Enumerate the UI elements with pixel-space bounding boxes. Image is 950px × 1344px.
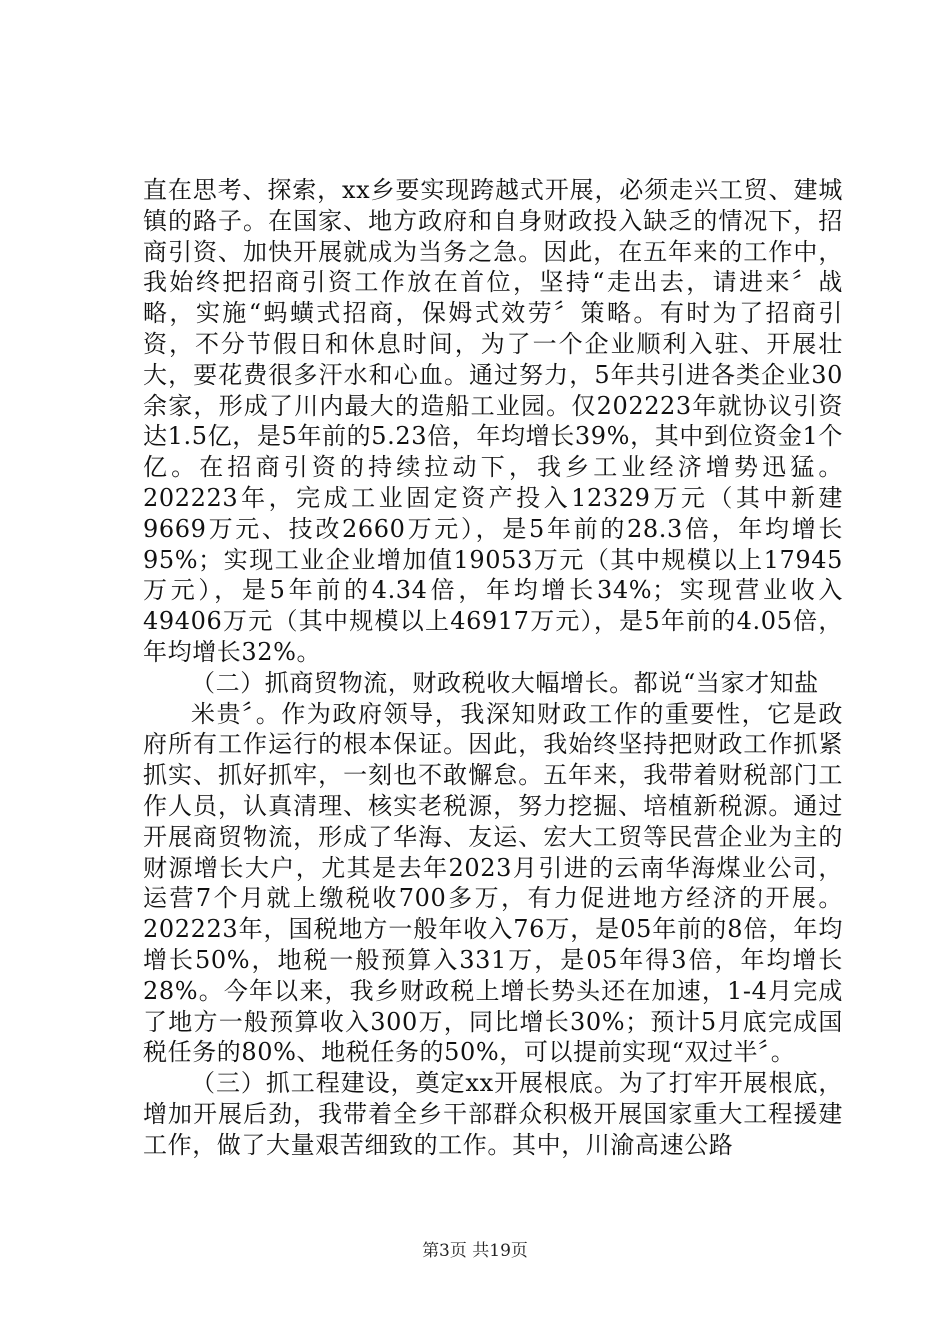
paragraph-finance: 米贵〞。作为政府领导，我深知财政工作的重要性，它是政府所有工作运行的根本保证。因此，我始终坚持把财政工作抓紧抓实、抓好抓牢，一刻也不敢懈怠。五年来，我带着财税部门工作人员，认真清理、核实老税源，努力挖掘、培植新税源。通过开展商贸物流，形成了华海、友运、宏大工贸等民营企业为主的财源增长大户，尤其是去年2023月引进的云南华海煤业公司，运营7个月就上缴税收700多万，有力促进地方经济的开展。202223年，国税地方一般年收入76万，是05年前的8倍，年均增长50%，地税一般预算入331万，是05年得3倍，年均增长28%。今年以来，我乡财政税上增长势头还在加速，1-4月完成了地方一般预算收入300万，同比增长30%；预计5月底完成国税任务的80%、地税任务的50%，可以提前实现“双过半〞。 <box>143 699 843 1067</box>
paragraph-commerce-heading: （二）抓商贸物流，财政税收大幅增长。都说“当家才知盐 <box>191 668 819 697</box>
page-footer: 第3页 共19页 <box>422 1241 528 1261</box>
paragraph-engineering: （三）抓工程建设，奠定xx开展根底。为了打牢开展根底，增加开展后劲，我带着全乡干部群众积极开展国家重大工程援建工作，做了大量艰苦细致的工作。其中，川渝高速公路 <box>143 1069 843 1159</box>
document-body <box>143 175 843 1161</box>
paragraph-investment: 直在思考、探索，xx乡要实现跨越式开展，必须走兴工贸、建城镇的路子。在国家、地方政府和自身财政投入缺乏的情况下，招商引资、加快开展就成为当务之急。因此，在五年来的工作中，我始终把招商引资工作放在首位，坚持“走出去，请进来〞战略，实施“蚂蟥式招商，保姆式效劳〞策略。有时为了招商引资，不分节假日和休息时间，为了一个企业顺利入驻、开展壮大，要花费很多汗水和心血。通过努力，5年共引进各类企业30余家，形成了川内最大的造船工业园。仅202223年就协议引资达1.5亿，是5年前的5.23倍，年均增长39%，其中到位资金1个亿。在招商引资的持续拉动下，我乡工业经济增势迅猛。202223年，完成工业固定资产投入12329万元（其中新建9669万元、技改2660万元），是5年前的28.3倍，年均增长95%；实现工业企业增加值19053万元（其中规模以上17945万元），是5年前的4.34倍，年均增长34%；实现营业收入49406万元（其中规模以上46917万元），是5年前的4.05倍，年均增长32%。 <box>143 176 843 666</box>
